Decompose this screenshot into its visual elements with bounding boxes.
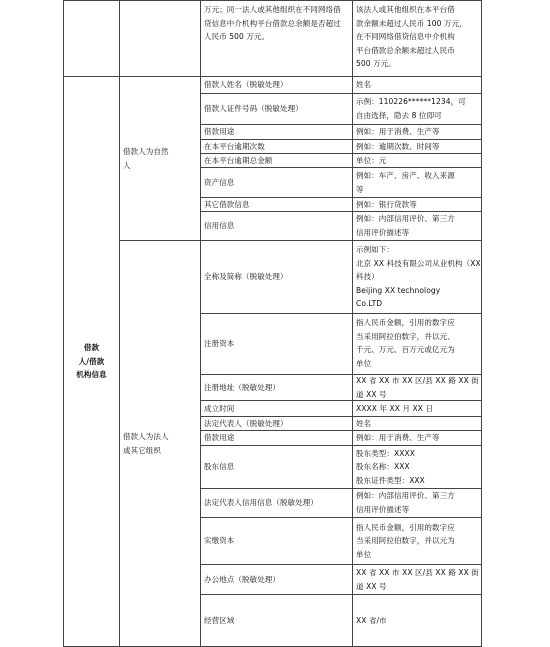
group-label-line: 借款人为法人 [123,431,169,441]
example-line: 股东类型：XXXX [356,448,415,458]
natural-person-label [119,76,201,241]
example-line: 当采用阿拉伯数字，并以元为 [356,536,455,546]
field-label: 股东信息 [204,462,235,472]
field-cell [200,76,353,94]
group-label-line: 人 [123,160,131,170]
example-cell [352,594,482,647]
example-cell [352,374,482,401]
example-line: 北京 XX 科技有限公司从业机构（XX [356,258,481,268]
disclosure-table [63,0,482,647]
example-line: 例如：用于消费、生产等 [356,127,440,137]
field-cell [200,313,353,375]
field-cell [200,197,353,212]
field-label: 借款人证件号码（脱敏处理） [204,104,303,114]
example-line: 股东证件类型：XXX [356,475,425,485]
example-cell [352,416,482,431]
example-line: 平台借款总余额未超过人民币 [356,45,455,55]
example-line: 500 万元。 [356,59,396,69]
field-label: 信用信息 [204,221,235,231]
rule-line: 万元；同一法人或其他组织在不同网络借 [204,5,341,14]
example-cell [352,93,482,125]
field-label: 成立时间 [204,403,235,413]
example-line: 例如：内部信用评价、第三方 [356,491,455,501]
field-cell [200,488,353,518]
field-cell [200,400,353,417]
field-cell [200,430,353,446]
top-rule-cell [200,0,353,77]
example-line: Beijing XX technology [356,285,441,295]
example-line: 例如：银行贷款等 [356,199,417,209]
example-line: 指人民币金额，引用的数字应 [356,318,455,327]
example-line: 千元、万元、百万元或亿元为 [356,345,455,355]
field-label: 法定代表人信用信息（脱敏处理） [204,498,318,508]
example-line: 单位 [356,549,372,559]
example-cell [352,430,482,446]
example-line: XX 省 XX 市 XX 区/县 XX 路 XX 街 [356,567,479,577]
example-line: 示例如下： [356,245,394,254]
example-cell [352,564,482,595]
example-line: 例如：车产、房产、收入来源 [356,170,455,180]
example-cell [352,211,482,241]
field-label: 实缴资本 [204,536,235,546]
example-cell [352,167,482,198]
field-cell [200,594,353,647]
example-cell [352,76,482,94]
field-label: 借款用途 [204,127,235,137]
field-cell [200,93,353,125]
example-cell [352,445,482,489]
group-label-line: 或其它组织 [123,445,161,455]
field-label: 经营区域 [204,615,235,625]
field-cell [200,139,353,154]
example-line: 股东名称：XXX [356,462,410,472]
example-cell [352,124,482,140]
field-cell [200,374,353,401]
example-line: 例如：逾期次数、时间等 [356,141,440,151]
example-line: 示例：110226******1234，可 [356,97,466,107]
top-example-cell [352,0,482,77]
example-cell [352,139,482,154]
example-line: 科技） [356,272,379,282]
example-cell [352,400,482,417]
example-line: 例如：内部信用评价、第三方 [356,214,455,224]
field-cell [200,445,353,489]
example-line: 信用评价描述等 [356,505,410,514]
example-line: 款余额未超过人民币 100 万元， [356,18,467,28]
field-cell [200,211,353,241]
example-line: XX 省 XX 市 XX 区/县 XX 路 XX 街 [356,375,479,385]
example-line: 姓名 [356,418,372,428]
example-line: 当采用阿拉伯数字，并以元、 [356,331,455,341]
example-line: XXXX 年 XX 月 XX 日 [356,403,434,413]
example-cell [352,517,482,565]
field-cell [200,564,353,595]
field-label: 资产信息 [204,177,235,187]
field-label: 法定代表人（脱敏处理） [204,418,288,428]
field-cell [200,416,353,431]
example-line: 自由选择，隐去 8 位即可 [356,111,442,120]
rule-line: 人民币 500 万元。 [204,32,270,42]
legal-entity-label [119,240,201,647]
example-cell [352,153,482,168]
example-line: 单位：元 [356,155,387,165]
field-cell [200,124,353,140]
group-label-line: 借款人为自然 [123,146,169,156]
example-cell [352,240,482,314]
example-line: 道 XX 号 [356,389,387,399]
field-label: 借款用途 [204,433,235,443]
example-cell [352,197,482,212]
field-cell [200,153,353,168]
example-line: 姓名 [356,80,372,90]
section-label-line: 借款 [83,343,100,353]
field-cell [200,240,353,314]
example-line: 信用评价描述等 [356,228,410,237]
top-subsection-label [119,0,201,77]
example-line: 单位 [356,358,372,368]
field-label: 借款人姓名（脱敏处理） [204,80,288,90]
example-line: XX 省/市 [356,615,387,625]
section-label [63,76,120,647]
field-label: 在本平台逾期次数 [204,141,265,151]
example-line: 道 XX 号 [356,581,387,591]
example-cell [352,488,482,518]
example-line: 在不同网络借贷信息中介机构 [356,32,455,42]
example-line: 例如：用于消费、生产等 [356,433,440,443]
rule-line: 贷信息中介机构平台借款总余额是否超过 [204,18,341,28]
example-line: 该法人或其他组织在本平台借 [356,5,455,14]
field-label: 全称及简称（脱敏处理） [204,272,288,282]
section-label-line: 机构信息 [76,370,107,380]
field-label: 在本平台逾期总金额 [204,155,273,165]
field-cell [200,517,353,565]
example-cell [352,313,482,375]
example-line: Co.LTD [356,299,383,309]
section-label-line: 人/借款 [78,356,105,366]
top-section-label [63,0,120,77]
field-label: 注册资本 [204,339,235,349]
field-label: 其它借款信息 [204,199,250,209]
field-label: 注册地址（脱敏处理） [204,382,280,392]
example-line: 指人民币金额，引用的数字应 [356,522,455,532]
example-line: 等 [356,184,364,194]
field-label: 办公地点（脱敏处理） [204,574,280,584]
field-cell [200,167,353,198]
